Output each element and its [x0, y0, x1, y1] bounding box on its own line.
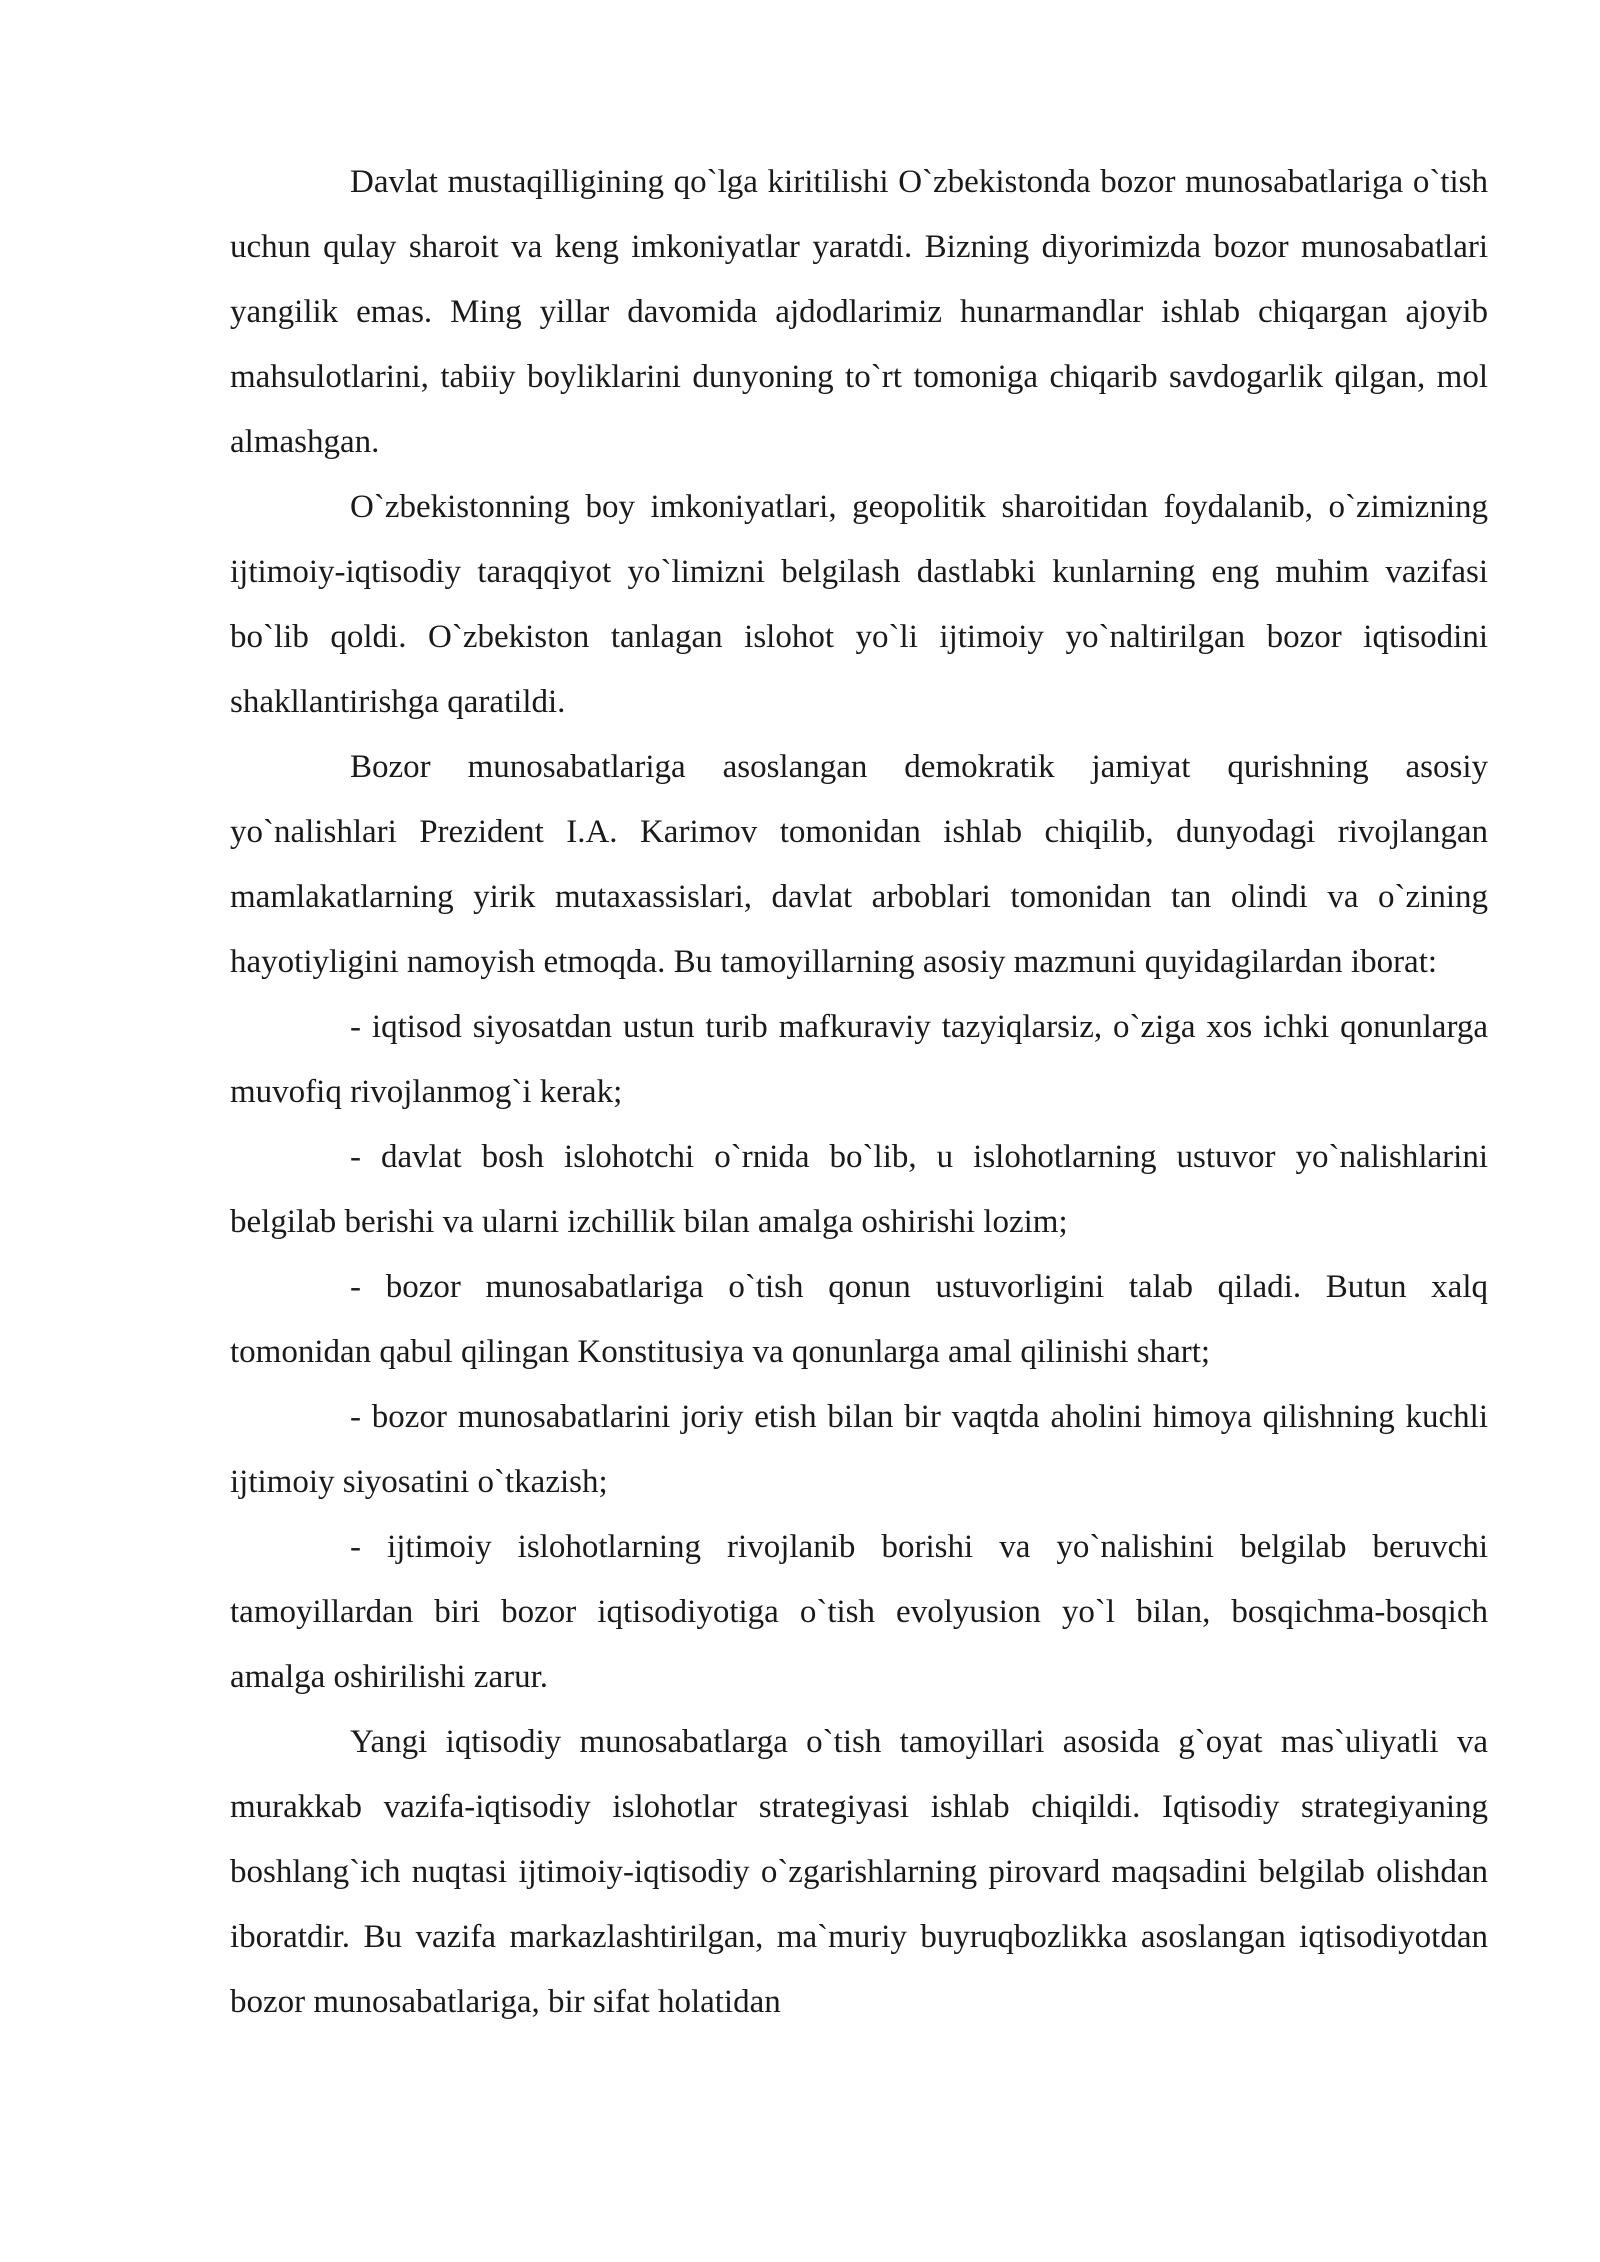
- paragraph-reform-strategy: Yangi iqtisodiy munosabatlarga o`tish tamoyillari asosida g`oyat mas`uliyatli va murakkab vazifa-iqtisodiy islohotlar strategiyasi ishlab chiqildi. Iqtisodiy strategiyaning boshlang`ich nuqtasi ijtimoiy-iqtisodiy o`zgarishlarning pirovard maqsadini belgilab olishdan iboratdir. Bu vazifa markazlashtirilgan, ma`muriy buyruqbozlikka asoslangan iqtisodiyotdan bozor munosabatlariga, bir sifat holatidan: [230, 1724, 1488, 2020]
- paragraph-independence: Davlat mustaqilligining qo`lga kiritilishi O`zbekistonda bozor munosabatlariga o`tish uchun qulay sharoit va keng imkoniyatlar yaratdi. Bizning diyorimizda bozor munosabatlari yangilik emas. Ming yillar davomida ajdodlarimiz hunarmandlar ishlab chiqargan ajoyib mahsulotlarini, tabiiy boyliklarini dunyoning to`rt tomoniga chiqarib savdogarlik qilgan, mol almashgan.: [230, 164, 1488, 460]
- list-item-economy-priority: - iqtisod siyosatdan ustun turib mafkuraviy tazyiqlarsiz, o`ziga xos ichki qonunlarga muvofiq rivojlanmog`i kerak;: [230, 1009, 1488, 1110]
- list-item-social-policy: - bozor munosabatlarini joriy etish bilan bir vaqtda aholini himoya qilishning kuchli ijtimoiy siyosatini o`tkazish;: [230, 1399, 1488, 1500]
- paragraph-opportunities: O`zbekistonning boy imkoniyatlari, geopolitik sharoitidan foydalanib, o`zimizning ijtimoiy-iqtisodiy taraqqiyot yo`limizni belgilash dastlabki kunlarning eng muhim vazifasi bo`lib qoldi. O`zbekiston tanlagan islohot yo`li ijtimoiy yo`naltirilgan bozor iqtisodini shakllantirishga qaratildi.: [230, 489, 1488, 720]
- document-body: [230, 150, 1488, 2035]
- paragraph-principles-intro: Bozor munosabatlariga asoslangan demokratik jamiyat qurishning asosiy yo`nalishlari Prezident I.A. Karimov tomonidan ishlab chiqilib, dunyodagi rivojlangan mamlakatlarning yirik mutaxassislari, davlat arboblari tomonidan tan olindi va o`zining hayotiyligini namoyish etmoqda. Bu tamoyillarning asosiy mazmuni quyidagilardan iborat:: [230, 749, 1488, 980]
- list-item-rule-of-law: - bozor munosabatlariga o`tish qonun ustuvorligini talab qiladi. Butun xalq tomonidan qabul qilingan Konstitusiya va qonunlarga amal qilinishi shart;: [230, 1269, 1488, 1370]
- list-item-gradual-transition: - ijtimoiy islohotlarning rivojlanib borishi va yo`nalishini belgilab beruvchi tamoyillardan biri bozor iqtisodiyotiga o`tish evolyusion yo`l bilan, bosqichma-bosqich amalga oshirilishi zarur.: [230, 1529, 1488, 1695]
- list-item-state-reformer: - davlat bosh islohotchi o`rnida bo`lib, u islohotlarning ustuvor yo`nalishlarini belgilab berishi va ularni izchillik bilan amalga oshirishi lozim;: [230, 1139, 1488, 1240]
